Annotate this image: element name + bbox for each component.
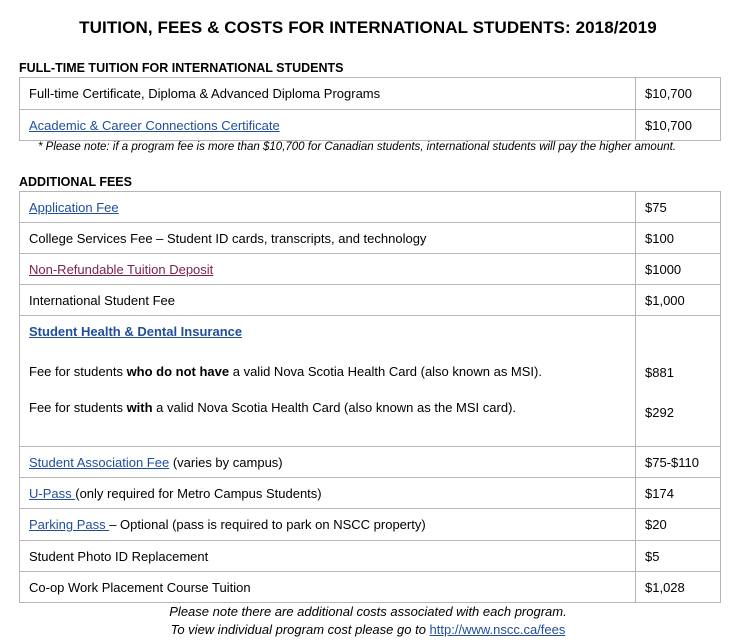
table-row (20, 110, 721, 141)
fees-url-link[interactable]: http://www.nscc.ca/fees (429, 622, 566, 637)
health-insurance-link[interactable]: Student Health & Dental Insurance (29, 324, 243, 339)
fee-label: Student Photo ID Replacement (20, 541, 636, 572)
fee-amount: $75 (636, 192, 721, 223)
fee-amount: $1,000 (636, 285, 721, 316)
fee-label (20, 254, 636, 285)
fee-amount: $1,028 (636, 572, 721, 603)
fee-label: U-Pass (only required for Metro Campus Students) (20, 478, 636, 509)
health-insurance-details (20, 316, 636, 447)
health-amount-with-card: $292 (645, 405, 674, 420)
fee-amount: $20 (636, 509, 721, 541)
student-association-fee-link[interactable]: Student Association Fee (29, 454, 170, 470)
health-amount-no-card: $881 (645, 365, 674, 380)
application-fee-link[interactable]: Application Fee (29, 199, 119, 215)
table-row (20, 447, 721, 478)
fee-amount: $5 (636, 541, 721, 572)
table-row (20, 541, 721, 572)
fee-label: College Services Fee – Student ID cards, transcripts, and technology (20, 223, 636, 254)
page-title: TUITION, FEES & COSTS FOR INTERNATIONAL STUDENTS: 2018/2019 (79, 18, 657, 37)
tuition-section-heading: FULL-TIME TUITION FOR INTERNATIONAL STUDENTS (19, 61, 344, 75)
health-fee-with-card: Fee for students with a valid Nova Scotia Health Card (also known as the MSI card). (29, 400, 517, 415)
fees-table (19, 191, 721, 603)
footer-link-line: To view individual program cost please go to http://www.nscc.ca/fees (170, 622, 566, 637)
table-row (20, 254, 721, 285)
fee-label: Student Association Fee (varies by campus) (20, 447, 636, 478)
fee-label (20, 192, 636, 223)
fee-amount: $75-$110 (636, 447, 721, 478)
tuition-table (19, 77, 721, 141)
fee-label: International Student Fee (20, 285, 636, 316)
table-row (20, 78, 721, 110)
u-pass-link[interactable]: U-Pass (29, 485, 76, 501)
tuition-label (20, 110, 636, 141)
table-row (20, 285, 721, 316)
health-fee-amounts (636, 316, 721, 447)
tuition-amount: $10,700 (636, 78, 721, 110)
tuition-amount: $10,700 (636, 110, 721, 141)
health-insurance-row (20, 316, 721, 447)
table-row (20, 478, 721, 509)
tuition-deposit-link[interactable]: Non-Refundable Tuition Deposit (29, 261, 214, 277)
table-row (20, 223, 721, 254)
academic-career-connections-link[interactable]: Academic & Career Connections Certificate (29, 117, 280, 133)
parking-pass-link[interactable]: Parking Pass (29, 517, 110, 532)
footer-note: Please note there are additional costs associated with each program. (169, 604, 567, 619)
table-row (20, 572, 721, 603)
health-fee-no-card: Fee for students who do not have a valid Nova Scotia Health Card (also known as MSI). (29, 364, 542, 379)
additional-fees-heading: ADDITIONAL FEES (19, 175, 132, 189)
tuition-note: * Please note: if a program fee is more than $10,700 for Canadian students, international students will pay the higher amount. (38, 141, 676, 153)
table-row (20, 509, 721, 541)
fee-amount: $174 (636, 478, 721, 509)
table-row (20, 192, 721, 223)
fee-amount: $100 (636, 223, 721, 254)
fee-label: Parking Pass – Optional (pass is required to park on NSCC property) (20, 509, 636, 541)
tuition-label: Full-time Certificate, Diploma & Advanced Diploma Programs (20, 78, 636, 110)
fee-amount: $1000 (636, 254, 721, 285)
fee-label: Co-op Work Placement Course Tuition (20, 572, 636, 603)
